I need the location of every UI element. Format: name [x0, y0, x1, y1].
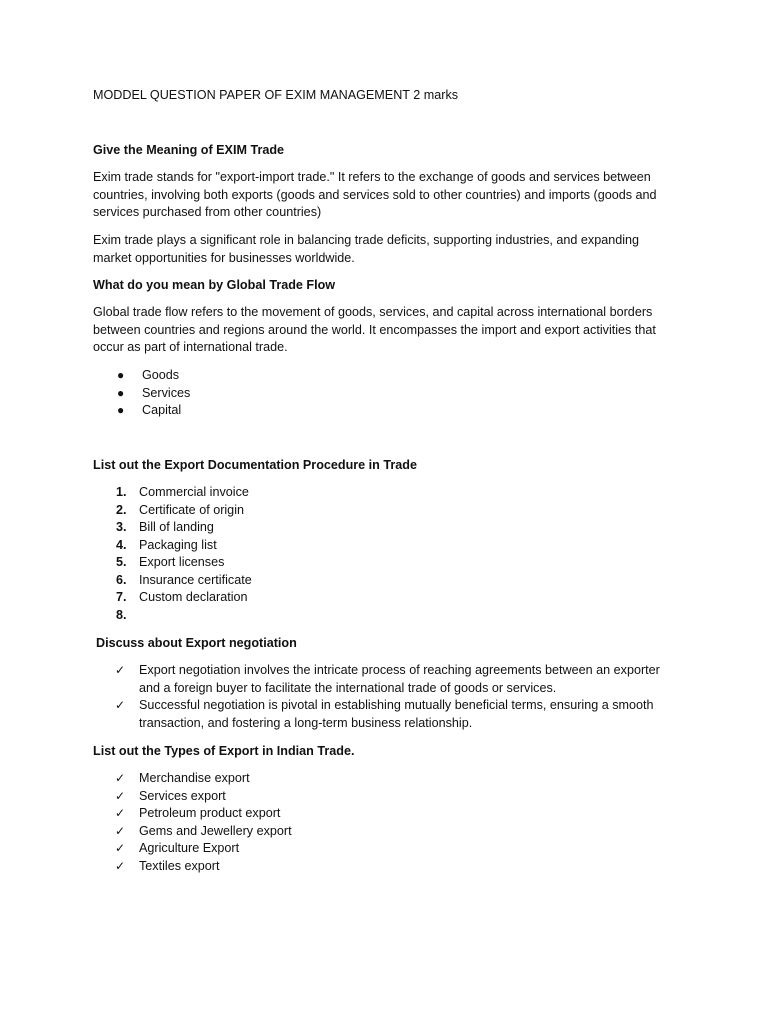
checkmark-icon: ✓ — [115, 823, 126, 838]
trade-flow-bullet-list — [93, 367, 678, 420]
bullet-icon: ● — [117, 368, 125, 382]
list-item: ✓ Agriculture Export — [93, 840, 678, 858]
q1-paragraph-1: Exim trade stands for "export-import trade." It refers to the exchange of goods and services between countries, involving both exports (goods and services sold to other countries) and imports (goods and services purchased from other countries) — [93, 170, 657, 219]
list-item: ✓ Successful negotiation is pivotal in establishing mutually beneficial terms, ensuring a smooth transaction, and fostering a long-term business relationship. — [115, 698, 654, 730]
q5-heading: List out the Types of Export in Indian Trade. — [93, 744, 355, 758]
checkmark-icon: ✓ — [115, 806, 126, 820]
documentation-numbered-list: 1. Commercial invoice 2. Certificate of origin 3. Bill of landing 4. Packaging list 5. Export licenses 6. Insurance certificate 7. Custom declaration 8. — [93, 484, 678, 607]
checkmark-icon: ✓ — [115, 841, 126, 855]
q3-heading: List out the Export Documentation Procedure in Trade — [93, 458, 417, 472]
q1-heading: Give the Meaning of EXIM Trade — [93, 143, 285, 157]
bullet-icon: ● — [117, 403, 125, 417]
list-item: 2. Certificate of origin — [116, 502, 244, 517]
list-item: 1. Commercial invoice — [116, 485, 249, 499]
list-item: 4. Packaging list — [116, 537, 217, 552]
list-item: ✓ Merchandise export — [93, 770, 678, 788]
list-item: ✓ Textiles export — [93, 858, 678, 876]
list-item: ● Services — [93, 385, 678, 403]
negotiation-check-list — [93, 662, 678, 732]
q2-paragraph: Global trade flow refers to the movement of goods, services, and capital across international borders between countries and regions around the world. It encompasses the import and export activities that occur as part of international trade. — [93, 305, 656, 354]
list-item: ✓ Export negotiation involves the intricate process of reaching agreements between an exporter and a foreign buyer to facilitate the international trade of goods or services. — [115, 663, 660, 695]
list-item: ✓ Services export — [93, 788, 678, 806]
list-item: 5. Export licenses — [116, 555, 225, 569]
q4-heading: Discuss about Export negotiation — [96, 636, 297, 650]
checkmark-icon: ✓ — [115, 771, 126, 785]
list-item: 6. Insurance certificate — [116, 572, 252, 587]
list-item: ● Goods — [93, 367, 678, 385]
list-item: 3. Bill of landing — [116, 520, 214, 534]
checkmark-icon: ✓ — [115, 663, 126, 677]
list-item: ✓ Petroleum product export — [93, 805, 678, 823]
export-types-check-list — [93, 770, 678, 875]
bullet-icon: ● — [117, 385, 125, 400]
paper-title: MODDEL QUESTION PAPER OF EXIM MANAGEMENT 2 marks — [93, 88, 459, 102]
checkmark-icon: ✓ — [115, 788, 126, 803]
list-item: ● Capital — [93, 402, 678, 420]
checkmark-icon: ✓ — [115, 858, 126, 873]
q1-paragraph-2: Exim trade plays a significant role in balancing trade deficits, supporting industries, and expanding market opportunities for businesses worldwide. — [93, 233, 640, 265]
list-item: 7. Custom declaration — [116, 590, 248, 604]
q2-heading: What do you mean by Global Trade Flow — [93, 278, 336, 292]
list-item: ✓ Gems and Jewellery export — [93, 823, 678, 841]
checkmark-icon: ✓ — [115, 698, 126, 712]
